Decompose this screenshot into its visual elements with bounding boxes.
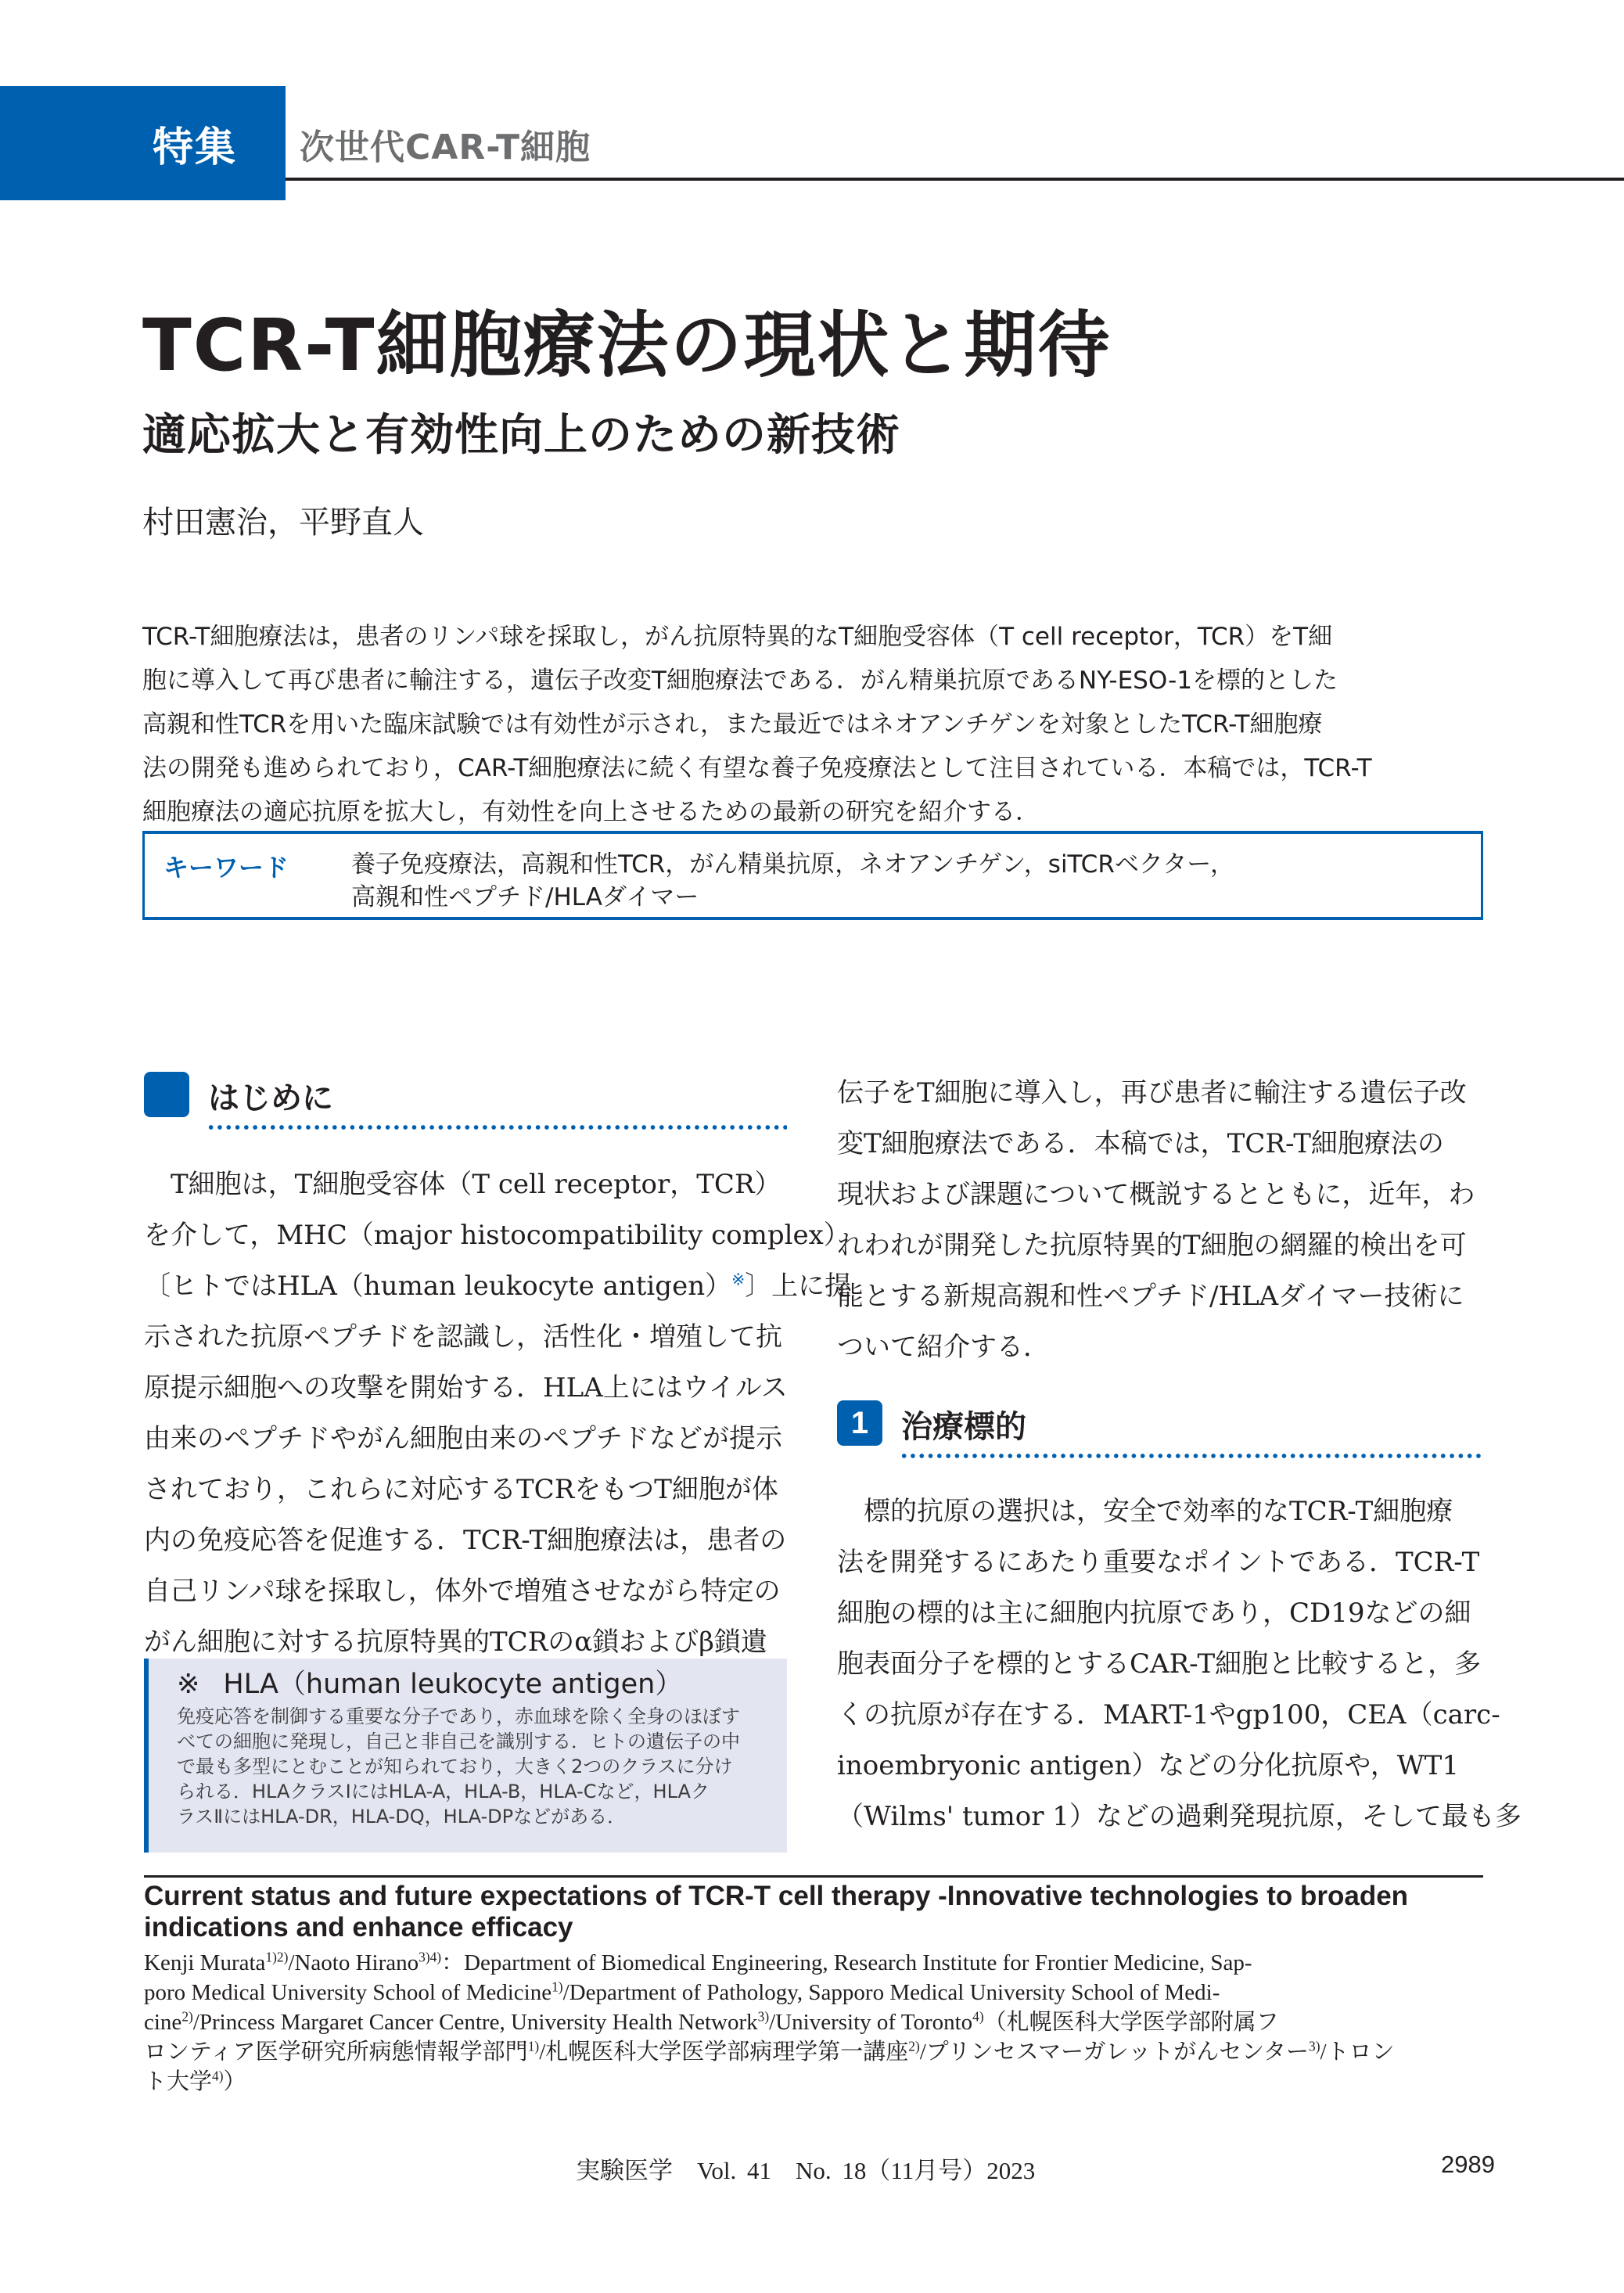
header-rule [286, 178, 1624, 181]
dotted-rule [900, 1454, 1483, 1458]
affiliation-line [144, 2007, 1483, 2037]
body-text: 〕上に提 [745, 1270, 852, 1302]
english-section-rule [144, 1875, 1483, 1878]
affiliation-sup: 1) [552, 1979, 563, 1995]
body-line: がん細胞に対する抗原特異的TCRのα鎖およびβ鎖遺 [144, 1626, 767, 1658]
affiliation-text: /トロン [1320, 2040, 1395, 2065]
body-line: 由来のペプチドやがん細胞由来のペプチドなどが提示 [144, 1423, 782, 1454]
affiliation-sup: 3) [1309, 2038, 1320, 2054]
affiliation-sup: 3) [757, 2008, 770, 2025]
series-title: 次世代CAR-T細胞 [300, 128, 591, 167]
journal-citation: 実験医学 Vol. 41 No. 18（11月号）2023 [576, 2157, 1036, 2184]
affiliation-sup: 1) [527, 2038, 540, 2054]
body-line: 標的抗原の選択は，安全で効率的なTCR-T細胞療 [837, 1496, 1453, 1527]
note-line: ラスⅡにはHLA-DR，HLA-DQ，HLA-DPなどがある． [177, 1806, 627, 1828]
affiliation-text: /Department of Pathology, Sapporo Medical University School of Medi- [562, 1980, 1220, 2005]
feature-tag-label: 特集 [152, 124, 237, 171]
hla-note-box [144, 1659, 787, 1853]
note-title-text: HLA（human leukocyte antigen） [223, 1669, 683, 1700]
affiliation-sup: 1)2) [265, 1949, 289, 1965]
intro-body-left [144, 1159, 852, 1668]
body-line: 伝子をT細胞に導入し，再び患者に輸注する遺伝子改 [837, 1077, 1467, 1109]
affiliation-sup: 3)4) [419, 1949, 442, 1965]
body-text: 〔ヒトではHLA（human leukocyte antigen） [144, 1270, 732, 1302]
body-line: されており，これらに対応するTCRをもつT細胞が体 [144, 1474, 778, 1505]
article-authors: 村田憲治，平野直人 [142, 505, 424, 541]
note-line: 免疫応答を制御する重要な分子であり，赤血球を除く全身のほぼす [177, 1705, 740, 1727]
abstract-line: 細胞療法の適応抗原を拡大し，有効性を向上させるための最新の研究を紹介する． [142, 798, 1040, 826]
affiliation-line [144, 2037, 1483, 2067]
body-line: 変T細胞療法である．本稿では，TCR-T細胞療法の [837, 1128, 1444, 1159]
abstract-line: TCR-T細胞療法は，患者のリンパ球を採取し，がん抗原特異的なT細胞受容体（T cell receptor，TCR）をT細 [142, 623, 1333, 651]
affiliation-sup: 2) [908, 2038, 920, 2054]
keywords-box [142, 831, 1483, 920]
affiliation-line [144, 1978, 1483, 2007]
dotted-rule [207, 1125, 787, 1130]
section-heading-1 [837, 1400, 1483, 1460]
affiliation-text: /Princess Margaret Cancer Centre, University Health Network [192, 2010, 758, 2035]
section-title: 治療標的 [901, 1409, 1026, 1445]
affiliation-text: cine [144, 2010, 182, 2035]
abstract-line: 高親和性TCRを用いた臨床試験では有効性が示され，また最近ではネオアンチゲンを対象としたTCR-T細胞療 [142, 710, 1323, 739]
affiliation-text: /プリンセスマーガレットがんセンター [919, 2040, 1310, 2065]
affiliation-text: （札幌医科大学医学部附属フ [983, 2010, 1279, 2035]
affiliation-text: ：Department of Biomedical Engineering, Research Institute for Frontier Medicine, Sap- [441, 1950, 1252, 1975]
page-number: 2989 [1441, 2151, 1495, 2178]
abstract-line: 胞に導入して再び患者に輸注する，遺伝子改変T細胞療法である．がん精巣抗原であるNY-ESO-1を標的とした [142, 667, 1338, 695]
article-title: TCR-T細胞療法の現状と期待 [142, 304, 1112, 387]
keywords-line: 高親和性ペプチド/HLAダイマー [351, 883, 699, 911]
affiliation-text: poro Medical University School of Medicine [144, 1980, 552, 2005]
affiliation-text: /札幌医科大学医学部病理学第一講座 [539, 2040, 909, 2065]
body-line [144, 1261, 852, 1312]
note-body [177, 1704, 787, 1829]
keywords-label: キーワード [163, 853, 289, 882]
note-line: べての細胞に発現し，自己と非自己を識別する．ヒトの遺伝子の中 [177, 1731, 740, 1752]
section-marker-icon [144, 1072, 189, 1117]
body-line: 自己リンパ球を採取し，体外で増殖させながら特定の [144, 1576, 781, 1607]
body-line: （Wilms' tumor 1）などの過剰発現抗原，そして最も多 [837, 1801, 1522, 1832]
body-line: ついて紹介する． [837, 1332, 1050, 1363]
body-line: れわれが開発した抗原特異的T細胞の網羅的検出を可 [837, 1230, 1467, 1261]
author-name: /Naoto Hirano [288, 1950, 419, 1975]
affiliation-line [144, 1948, 1483, 1978]
abstract [142, 615, 1482, 834]
body-line: inoembryonic antigen）などの分化抗原や，WT1 [837, 1750, 1459, 1781]
abstract-line: 法の開発も進められており，CAR-T細胞療法に続く有望な養子免疫療法として注目されている．本稿では，TCR-T [142, 754, 1372, 782]
affiliation-text: ト大学 [144, 2069, 213, 2094]
body-line: 現状および課題について概説するとともに，近年，わ [837, 1179, 1475, 1210]
body-line: を介して，MHC（major histocompatibility complex） [144, 1220, 850, 1251]
feature-tag [0, 86, 286, 200]
affiliation-text: ） [223, 2069, 246, 2094]
reference-mark-icon: ※ [177, 1669, 200, 1700]
section-1-body [837, 1486, 1522, 1842]
note-line: られる．HLAクラスⅠにはHLA-A，HLA-B，HLA-Cなど，HLAク [177, 1781, 710, 1802]
keywords-list [351, 848, 1234, 914]
affiliation-text: ロンティア医学研究所病態情報学部門 [144, 2040, 528, 2065]
section-number-badge: 1 [837, 1400, 882, 1446]
footnote-mark-link[interactable]: ※ [731, 1270, 746, 1289]
article-subtitle: 適応拡大と有効性向上のための新技術 [142, 410, 900, 461]
body-line: 胞表面分子を標的とするCAR-T細胞と比較すると，多 [837, 1648, 1482, 1680]
affiliation-text: /University of Toronto [769, 2010, 973, 2035]
body-line: くの抗原が存在する．MART-1やgp100，CEA（carc- [837, 1699, 1500, 1731]
note-line: で最も多型にとむことが知られており，大きく2つのクラスに分け [177, 1756, 733, 1777]
intro-body-right [837, 1068, 1480, 1373]
body-line: 示された抗原ペプチドを認識し，活性化・増殖して抗 [144, 1321, 782, 1353]
body-line: 原提示細胞への攻撃を開始する．HLA上にはウイルス [144, 1372, 788, 1403]
body-line: 法を開発するにあたり重要なポイントである．TCR-T [837, 1547, 1480, 1578]
body-line: 能とする新規高親和性ペプチド/HLAダイマー技術に [837, 1281, 1464, 1312]
affiliation-sup: 2) [181, 2008, 193, 2025]
body-line: 細胞の標的は主に細胞内抗原であり，CD19などの細 [837, 1598, 1471, 1629]
english-affiliations [144, 1948, 1483, 2097]
section-heading-intro [144, 1072, 787, 1131]
english-title: Current status and future expectations of TCR-T cell therapy -Innovative technologies to broaden indications and enhance efficacy [144, 1881, 1409, 1943]
affiliation-sup: 4) [972, 2008, 984, 2025]
affiliation-line [144, 2067, 1483, 2097]
body-line: 内の免疫応答を促進する．TCR-T細胞療法は，患者の [144, 1525, 787, 1556]
note-title [177, 1666, 787, 1702]
body-line: T細胞は，T細胞受容体（T cell receptor，TCR） [144, 1169, 781, 1200]
keywords-line: 養子免疫療法，高親和性TCR，がん精巣抗原，ネオアンチゲン，siTCRベクター， [351, 850, 1234, 879]
section-title: はじめに [208, 1080, 333, 1116]
author-name: Kenji Murata [144, 1950, 266, 1975]
affiliation-sup: 4) [212, 2068, 224, 2084]
